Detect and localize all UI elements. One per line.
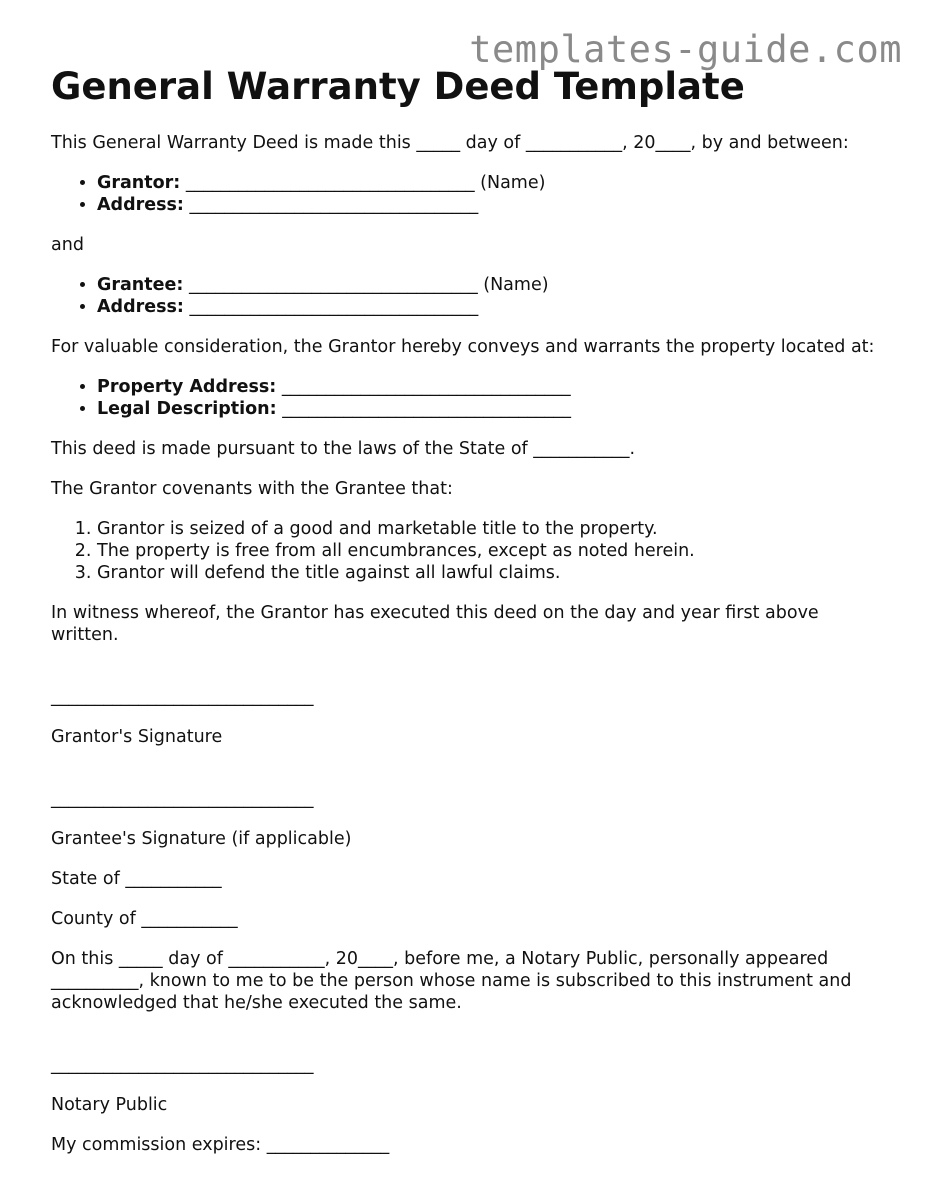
notary-public-label: Notary Public [51,1095,168,1115]
property-list [51,376,891,420]
covenant-item: 2. The property is free from all encumbrances, except as noted herein. [97,540,891,562]
page-title: General Warranty Deed Template [51,65,745,108]
and-text: and [51,235,84,255]
grantee-address-item [97,296,891,318]
grantee-item [97,274,891,296]
grantor-signature-line: ______________________________ [51,687,314,707]
spacer [51,766,891,788]
notary-paragraph: On this _____ day of ___________, 20____, before me, a Notary Public, personally appeared __________, known to me to be the person whose name is subscribed to this instrument and acknowledged that he/she executed the same. [51,949,852,1013]
watermark: templates-guide.com [469,28,902,71]
grantor-address-label: Address: [97,195,184,215]
covenant-item: 1. Grantor is seized of a good and marketable title to the property. [97,518,891,540]
grantee-label: Grantee: [97,275,184,295]
grantor-label: Grantor: [97,173,181,193]
state-field: State of ___________ [51,869,222,889]
grantor-signature-label: Grantor's Signature [51,727,223,747]
grantee-list [51,274,891,318]
intro-paragraph: This General Warranty Deed is made this _____ day of ___________, 20____, by and between: [51,133,849,153]
witness-paragraph: In witness whereof, the Grantor has executed this deed on the day and year first above written. [51,603,819,645]
grantor-item [97,172,891,194]
property-address-label: Property Address: [97,377,277,397]
grantee-signature-line: ______________________________ [51,789,314,809]
county-field: County of ___________ [51,909,238,929]
grantee-signature-label: Grantee's Signature (if applicable) [51,829,352,849]
legal-description-label: Legal Description: [97,399,277,419]
grantor-list [51,172,891,216]
grantee-address-blank: _________________________________ [183,297,479,317]
grantor-blank: _________________________________ (Name) [180,173,546,193]
property-address-blank: _________________________________ [276,377,571,397]
commission-field: My commission expires: ______________ [51,1135,390,1155]
property-address-item [97,376,891,398]
legal-description-item [97,398,891,420]
notary-signature-line: ______________________________ [51,1055,314,1075]
document-page [51,64,891,1174]
grantor-address-blank: _________________________________ [183,195,479,215]
covenants-list [51,518,891,584]
spacer [51,1032,891,1054]
covenants-intro: The Grantor covenants with the Grantee that: [51,479,453,499]
spacer [51,664,891,686]
laws-paragraph: This deed is made pursuant to the laws of the State of ___________. [51,439,636,459]
grantee-address-label: Address: [97,297,184,317]
legal-description-blank: _________________________________ [276,399,571,419]
grantee-blank: _________________________________ (Name) [183,275,549,295]
conveyance-paragraph: For valuable consideration, the Grantor hereby conveys and warrants the property located at: [51,337,875,357]
covenant-item: 3. Grantor will defend the title against all lawful claims. [97,562,891,584]
grantor-address-item [97,194,891,216]
